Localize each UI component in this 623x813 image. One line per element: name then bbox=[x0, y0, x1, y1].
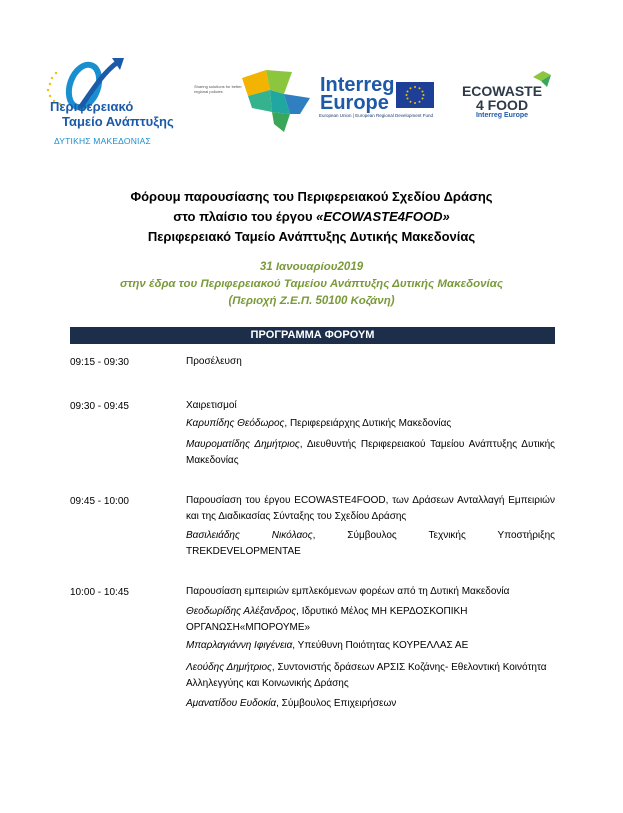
ecowaste-subtitle: Interreg Europe bbox=[475, 112, 529, 119]
speaker-name: Καρυπίδης Θεόδωρος bbox=[186, 418, 285, 429]
speaker-role: , Συντονιστής δράσεων ΑΡΣΙΣ Κοζάνης- Εθελοντική Κοινότητα Αλληλεγγύης και Κοινωνικής Δράσης bbox=[186, 662, 547, 689]
speaker-role: , Σύμβουλος Τεχνικής Υποστήριξης TREKDEVELOPMENTAE bbox=[186, 530, 555, 557]
program-heading-bar: ΠΡΟΓΡΑΜΜΑ ΦΟΡΟΥΜ bbox=[70, 327, 555, 344]
speaker-item bbox=[186, 696, 555, 712]
speaker-item bbox=[186, 604, 555, 636]
speaker-item bbox=[186, 437, 555, 469]
schedule-time-1: 09:15 - 09:30 bbox=[70, 357, 129, 368]
rda-logo-line1: Περιφερειακό bbox=[50, 99, 134, 114]
speaker-item bbox=[186, 416, 555, 432]
ecowaste-name-2: 4 FOOD bbox=[475, 97, 529, 113]
project-name: «ECOWASTE4FOOD» bbox=[316, 209, 450, 224]
rda-logo-line3: ΔΥΤΙΚΗΣ ΜΑΚΕΔΟΝΙΑΣ bbox=[54, 136, 151, 146]
event-details bbox=[0, 259, 623, 310]
event-date: 31 Ιανουαρίου2019 bbox=[259, 261, 364, 273]
speaker-role: , Υπεύθυνη Ποιότητας ΚΟΥΡΕΛΛΑΣ ΑΕ bbox=[292, 640, 469, 651]
schedule-time-4: 10:00 - 10:45 bbox=[70, 587, 129, 598]
schedule-title-3: Παρουσίαση του έργου ECOWASTE4FOOD, των Δράσεων Ανταλλαγή Εμπειριών και της Διαδικασίας Σύνταξης του Σχεδίου Δράσης bbox=[186, 495, 555, 522]
interreg-claim: Sharing solutions for better regional policies bbox=[194, 84, 242, 94]
document-title bbox=[0, 187, 623, 247]
speaker-item bbox=[186, 638, 555, 654]
interreg-name-2: Europe bbox=[320, 92, 389, 114]
event-venue: στην έδρα του Περιφερειακού Ταμείου Ανάπτυξης Δυτικής Μακεδονίας bbox=[120, 278, 503, 290]
eu-flag-icon bbox=[396, 82, 434, 108]
interreg-name-1: Interreg bbox=[320, 74, 395, 96]
schedule-title-2: Χαιρετισμοί bbox=[186, 400, 237, 411]
speaker-name: Λεούδης Δημήτριος bbox=[186, 662, 272, 673]
speaker-name: Μπαρλαγιάννη Ιφιγένεια bbox=[186, 640, 293, 651]
schedule-title-1: Προσέλευση bbox=[186, 356, 242, 367]
rda-logo-line2: Ταμείο Ανάπτυξης bbox=[62, 114, 174, 129]
speaker-name: Βασιλειάδης Νικόλαος bbox=[186, 530, 313, 541]
eu-caption: European Union | European Regional Development Fund bbox=[319, 113, 433, 118]
schedule-title-4: Παρουσίαση εμπειριών εμπλεκόμενων φορέων από τη Δυτική Μακεδονία bbox=[186, 586, 510, 597]
schedule-time-2: 09:30 - 09:45 bbox=[70, 401, 129, 412]
speaker-name: Μαυροματίδης Δημήτριος bbox=[186, 439, 300, 450]
title-line-2-prefix: στο πλαίσιο του έργου bbox=[173, 209, 317, 224]
interreg-logo-mark bbox=[240, 68, 318, 134]
schedule-time-3: 09:45 - 10:00 bbox=[70, 496, 129, 507]
speaker-name: Αμανατίδου Ευδοκία bbox=[186, 698, 277, 709]
speaker-role: , Σύμβουλος Επιχειρήσεων bbox=[276, 698, 397, 709]
speaker-item bbox=[186, 528, 555, 560]
title-line-2 bbox=[0, 207, 623, 227]
title-line-3: Περιφερειακό Ταμείο Ανάπτυξης Δυτικής Μακεδονίας bbox=[147, 229, 476, 244]
event-address: (Περιοχή Ζ.Ε.Π. 50100 Κοζάνη) bbox=[228, 295, 395, 307]
title-line-1: Φόρουμ παρουσίασης του Περιφερειακού Σχεδίου Δράσης bbox=[130, 189, 493, 204]
speaker-role: , Διευθυντής Περιφερειακού Ταμείου Ανάπτυξης Δυτικής Μακεδονίας bbox=[186, 439, 556, 466]
speaker-item bbox=[186, 660, 555, 692]
speaker-role: , Περιφερειάρχης Δυτικής Μακεδονίας bbox=[284, 418, 452, 429]
speaker-name: Θεοδωρίδης Αλέξανδρος bbox=[186, 606, 297, 617]
ecowaste-name-1: ECOWASTE bbox=[461, 83, 543, 99]
speaker-role: , Ιδρυτικό Μέλος ΜΗ ΚΕΡΔΟΣΚΟΠΙΚΗ ΟΡΓΑΝΩΣΗ«ΜΠΟΡΟΥΜΕ» bbox=[186, 606, 468, 633]
